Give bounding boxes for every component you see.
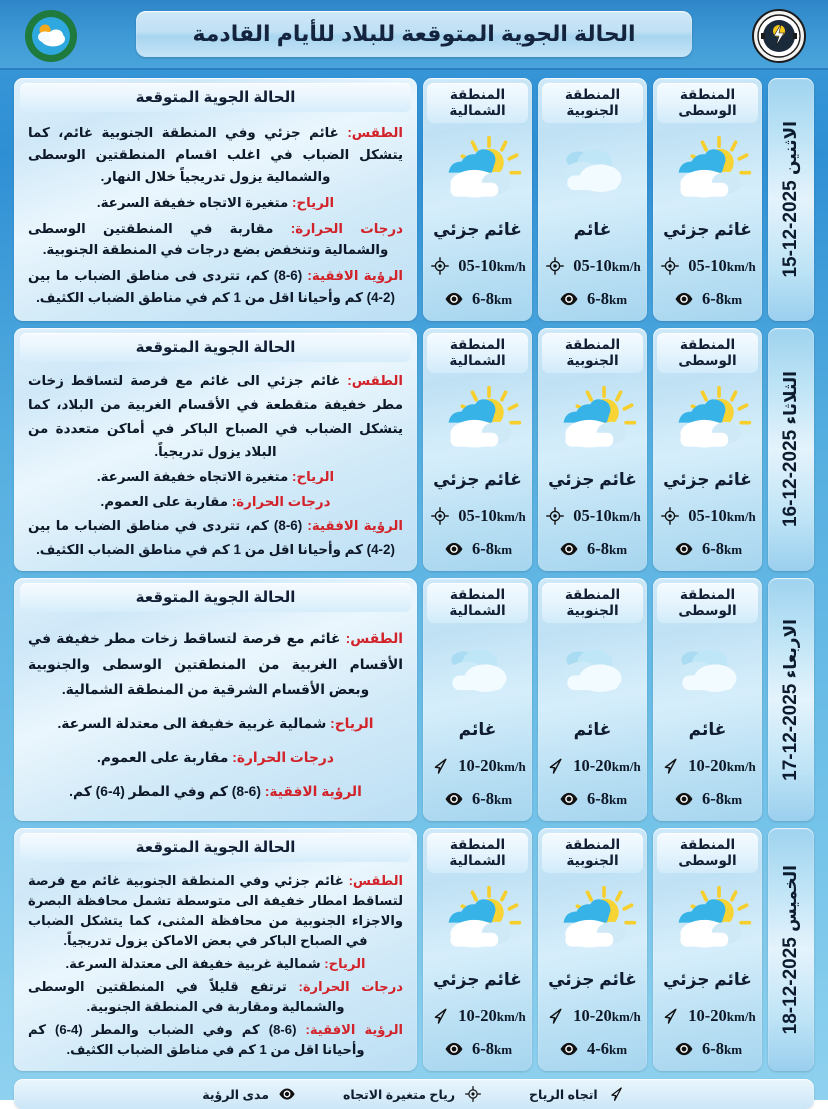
day-name: الخميس <box>781 864 800 932</box>
wind-metric <box>657 249 758 282</box>
day-date: 2025-12-17 <box>780 683 801 781</box>
wind-direction-icon <box>545 1006 565 1026</box>
variable-wind-icon <box>659 505 681 527</box>
partly-cloudy-icon <box>432 132 524 206</box>
visibility-eye-icon <box>674 1039 694 1059</box>
weather-icon <box>657 127 758 210</box>
wind-metric <box>657 749 758 782</box>
date-strip <box>768 578 814 821</box>
cloudy-icon <box>432 632 524 706</box>
weather-icon <box>427 127 528 210</box>
visibility-eye-icon <box>443 538 465 560</box>
wind-text: متغيرة الاتجاه خفيفة السرعة. <box>96 469 289 485</box>
wind-direction-icon <box>544 755 566 777</box>
meteorology-seal-logo <box>750 8 808 64</box>
temp-label: درجات الحرارة: <box>231 493 331 509</box>
condition-label: غائم جزئي <box>433 219 522 239</box>
visibility-text: (6-8) كم، تتردى فى مناطق الضباب ما بين (2-4) كم وأحيانا اقل من 1 كم في مناطق الضباب الكثيف. <box>28 268 395 305</box>
weather-icon <box>542 627 643 710</box>
wind-label: الرياح: <box>324 955 366 971</box>
region-card <box>538 328 647 571</box>
variable-wind-icon <box>430 256 450 276</box>
visibility-eye-icon <box>673 1038 695 1060</box>
date-text <box>780 865 802 1034</box>
visibility-metric <box>657 282 758 315</box>
forecast-body <box>20 362 411 565</box>
wind-label: الرياح: <box>292 194 335 210</box>
weather-icon <box>427 627 528 710</box>
condition-label: غائم جزئي <box>548 969 637 989</box>
day-date: 2025-12-15 <box>780 180 801 278</box>
partly-cloudy-icon <box>432 382 524 456</box>
temp-label: درجات الحرارة: <box>298 979 404 995</box>
region-name: المنطقة الشمالية <box>427 583 528 623</box>
wind-metric <box>542 749 643 782</box>
wind-metric <box>657 499 758 532</box>
wind-value: 10-20km/h <box>688 1005 756 1025</box>
variable-wind-icon <box>660 256 680 276</box>
condition-label: غائم جزئي <box>548 469 637 489</box>
forecast-panel <box>14 328 417 571</box>
weather-label: الطقس: <box>347 125 403 141</box>
visibility-metric <box>542 782 643 815</box>
cloudy-icon <box>547 632 639 706</box>
wind-direction-icon <box>430 1006 450 1026</box>
visibility-eye-icon <box>559 789 579 809</box>
weather-label: الطقس: <box>347 372 403 388</box>
visibility-value: 6-8km <box>471 788 513 808</box>
condition-label: غائم <box>573 219 612 239</box>
temp-label: درجات الحرارة: <box>290 220 403 236</box>
forecast-panel-title: الحالة الجوية المتوقعة <box>20 83 411 112</box>
weather-icon <box>427 877 528 960</box>
wind-value: 05-10km/h <box>688 255 756 275</box>
variable-wind-icon <box>464 1085 482 1103</box>
date-text <box>780 619 802 781</box>
wind-text: شمالية غربية خفيفة الى معتدلة السرعة. <box>65 955 321 971</box>
wind-direction-icon <box>607 1085 625 1103</box>
weather-icon <box>542 877 643 960</box>
wind-direction-icon <box>660 756 680 776</box>
forecast-visibility-line <box>28 779 403 805</box>
wind-direction-icon <box>606 1084 626 1104</box>
wind-value: 10-20km/h <box>573 1005 641 1025</box>
temp-label: درجات الحرارة: <box>232 750 334 766</box>
wind-metric <box>542 999 643 1032</box>
wind-metric <box>427 749 528 782</box>
region-card <box>538 78 647 321</box>
visibility-label: الرؤية الافقية: <box>305 1021 403 1037</box>
region-card <box>653 78 762 321</box>
weather-badge-logo <box>22 8 80 64</box>
wind-direction-icon <box>544 1005 566 1027</box>
region-card <box>653 328 762 571</box>
weather-text: غائم مع فرصة لتساقط زخات مطر خفيفة في الأقسام الغربية من المنطقتين الوسطى والجنوبية وبعض الأقسام الشرقية من المنطقة الشمالية. <box>28 631 403 698</box>
legend-item <box>202 1084 297 1104</box>
weather-label: الطقس: <box>345 631 403 647</box>
legend-bar <box>14 1079 814 1109</box>
forecast-visibility-line <box>28 265 403 308</box>
wind-direction-icon <box>429 1005 451 1027</box>
wind-value: 05-10km/h <box>458 505 526 525</box>
wind-metric <box>542 499 643 532</box>
visibility-value: 6-8km <box>701 538 743 558</box>
region-name: المنطقة الجنوبية <box>542 83 643 123</box>
region-name: المنطقة الوسطى <box>657 83 758 123</box>
wind-metric <box>427 249 528 282</box>
legend-item <box>529 1084 626 1104</box>
weather-text: غائم جزئي وفي المنطقة الجنوبية غائم مع فرصة لتساقط امطار خفيفة الى متوسطة تشمل محافظة البصرة والاجزاء الجنوبية من محافظة المثنى، كما يتشكل الضباب في الصباح الباكر في بعض الاماكن يزول تدريجياً. <box>28 873 403 948</box>
wind-direction-icon <box>545 756 565 776</box>
wind-direction-icon <box>429 755 451 777</box>
wind-direction-icon <box>659 1005 681 1027</box>
wind-direction-icon <box>660 1006 680 1026</box>
weather-icon <box>542 127 643 210</box>
forecast-panel <box>14 578 417 821</box>
forecast-weather-line <box>28 871 403 951</box>
weather-icon <box>657 877 758 960</box>
region-name: المنطقة الشمالية <box>427 333 528 373</box>
visibility-metric <box>542 1032 643 1065</box>
temp-text: مقاربة على العموم. <box>97 750 229 766</box>
visibility-eye-icon <box>673 538 695 560</box>
cloudy-icon <box>662 632 754 706</box>
visibility-metric <box>542 282 643 315</box>
visibility-eye-icon <box>558 1038 580 1060</box>
visibility-metric <box>427 532 528 565</box>
cloudy-icon <box>547 132 639 206</box>
visibility-eye-icon <box>278 1085 296 1103</box>
region-card <box>423 828 532 1071</box>
region-name: المنطقة الوسطى <box>657 833 758 873</box>
visibility-eye-icon <box>673 288 695 310</box>
visibility-text: (6-8) كم، تتردى في مناطق الضباب ما بين (2-4) كم وأحيانا اقل من 1 كم في مناطق الضباب الكثيف. <box>28 518 395 558</box>
visibility-metric <box>657 1032 758 1065</box>
visibility-value: 6-8km <box>701 788 743 808</box>
region-card <box>653 828 762 1071</box>
wind-metric <box>427 999 528 1032</box>
wind-text: شمالية غربية خفيفة الى معتدلة السرعة. <box>57 716 327 732</box>
visibility-value: 6-8km <box>471 538 513 558</box>
day-date: 2025-12-18 <box>780 936 801 1035</box>
date-strip <box>768 828 814 1071</box>
wind-text: متغيرة الاتجاه خفيفة السرعة. <box>96 194 289 210</box>
visibility-eye-icon <box>558 538 580 560</box>
weather-text: غائم جزئي الى غائم مع فرصة لتساقط زخات مطر خفيفة متقطعة في الأقسام الغربية من البلاد، كما يتشكل الضباب في الصباح الباكر في أماكن متعددة من البلاد يزول تدريجياً. <box>28 372 403 460</box>
visibility-eye-icon <box>277 1084 297 1104</box>
forecast-panel-title: الحالة الجوية المتوقعة <box>20 333 411 362</box>
wind-value: 10-20km/h <box>458 1005 526 1025</box>
date-text <box>780 121 802 278</box>
visibility-metric <box>657 782 758 815</box>
condition-label: غائم جزئي <box>433 969 522 989</box>
visibility-eye-icon <box>443 788 465 810</box>
date-text <box>780 371 802 527</box>
wind-value: 10-20km/h <box>573 755 641 775</box>
forecast-weather-line <box>28 122 403 187</box>
visibility-metric <box>657 532 758 565</box>
weather-text: غائم جزئي وفي المنطقة الجنوبية غائم، كما يتشكل الضباب في اغلب اقسام المنطقتين الوسطى والشمالية يزول تدريجياً خلال النهار. <box>28 125 403 184</box>
region-card <box>538 578 647 821</box>
visibility-label: الرؤية الافقية: <box>264 784 362 800</box>
variable-wind-icon <box>430 506 450 526</box>
forecast-body <box>20 112 411 315</box>
visibility-eye-icon <box>443 288 465 310</box>
visibility-eye-icon <box>559 289 579 309</box>
weather-icon <box>542 377 643 460</box>
region-card <box>423 578 532 821</box>
forecast-temp-line <box>28 745 403 771</box>
forecast-weather-line <box>28 369 403 464</box>
day-name: الثلاثاء <box>781 371 800 425</box>
forecast-panel <box>14 828 417 1071</box>
day-row <box>14 78 814 321</box>
visibility-eye-icon <box>444 1039 464 1059</box>
temp-text: مقاربة على العموم. <box>100 493 229 509</box>
partly-cloudy-icon <box>432 882 524 956</box>
visibility-metric <box>427 782 528 815</box>
variable-wind-icon <box>659 255 681 277</box>
legend-label: مدى الرؤية <box>202 1087 269 1102</box>
legend-label: اتجاه الرياح <box>529 1087 598 1102</box>
variable-wind-icon <box>545 506 565 526</box>
variable-wind-icon <box>544 505 566 527</box>
visibility-eye-icon <box>674 289 694 309</box>
visibility-value: 6-8km <box>586 788 628 808</box>
forecast-body <box>20 862 411 1065</box>
region-card <box>423 78 532 321</box>
weather-icon <box>657 627 758 710</box>
visibility-eye-icon <box>674 789 694 809</box>
forecast-rows <box>0 70 828 1071</box>
day-row <box>14 328 814 571</box>
forecast-panel-title: الحالة الجوية المتوقعة <box>20 583 411 612</box>
visibility-eye-icon <box>443 1038 465 1060</box>
condition-label: غائم <box>458 719 497 739</box>
day-row <box>14 578 814 821</box>
visibility-value: 6-8km <box>701 1038 743 1058</box>
forecast-panel-title: الحالة الجوية المتوقعة <box>20 833 411 862</box>
region-name: المنطقة الشمالية <box>427 83 528 123</box>
wind-metric <box>657 999 758 1032</box>
wind-direction-icon <box>659 755 681 777</box>
page-header <box>0 0 828 70</box>
day-name: الاثنين <box>781 121 800 176</box>
visibility-text: (6-8) كم وفي المطر (4-6) كم. <box>69 784 261 800</box>
legend-item <box>343 1084 483 1104</box>
date-strip <box>768 78 814 321</box>
visibility-eye-icon <box>559 539 579 559</box>
visibility-text: (6-8) كم وفي الضباب والمطر (4-6) كم وأحيانا اقل من 1 كم في مناطق الضباب الكثيف. <box>28 1021 365 1057</box>
partly-cloudy-icon <box>547 382 639 456</box>
wind-label: الرياح: <box>330 716 374 732</box>
forecast-wind-line <box>28 711 403 737</box>
temp-text: ترتفع قليلاً في المنطقتين الوسطى والشمالية ومقاربة في المنطقة الجنوبية. <box>28 979 345 1014</box>
visibility-eye-icon <box>444 789 464 809</box>
visibility-eye-icon <box>558 788 580 810</box>
wind-value: 05-10km/h <box>688 505 756 525</box>
region-card <box>423 328 532 571</box>
wind-value: 05-10km/h <box>573 505 641 525</box>
forecast-temp-line <box>28 218 403 261</box>
day-date: 2025-12-16 <box>780 430 801 528</box>
region-name: المنطقة الجنوبية <box>542 333 643 373</box>
forecast-panel <box>14 78 417 321</box>
condition-label: غائم جزئي <box>433 469 522 489</box>
variable-wind-icon <box>544 255 566 277</box>
variable-wind-icon <box>429 255 451 277</box>
forecast-wind-line <box>28 954 403 974</box>
day-name: الاربعاء <box>781 618 800 678</box>
region-name: المنطقة الجنوبية <box>542 833 643 873</box>
weather-icon <box>657 377 758 460</box>
visibility-eye-icon <box>559 1039 579 1059</box>
legend-label: رياح متغيرة الاتجاه <box>342 1087 456 1102</box>
forecast-body <box>20 612 411 815</box>
condition-label: غائم جزئي <box>663 969 752 989</box>
wind-value: 10-20km/h <box>688 755 756 775</box>
visibility-label: الرؤية الافقية: <box>307 518 403 534</box>
visibility-metric <box>427 1032 528 1065</box>
wind-value: 10-20km/h <box>458 755 526 775</box>
date-strip <box>768 328 814 571</box>
region-name: المنطقة الوسطى <box>657 583 758 623</box>
page-title: الحالة الجوية المتوقعة للبلاد للأيام القادمة <box>192 21 636 46</box>
condition-label: غائم <box>688 719 727 739</box>
condition-label: غائم جزئي <box>663 219 752 239</box>
visibility-metric <box>542 532 643 565</box>
visibility-eye-icon <box>673 788 695 810</box>
condition-label: غائم <box>573 719 612 739</box>
forecast-temp-line <box>28 490 403 514</box>
wind-metric <box>427 499 528 532</box>
weather-icon <box>427 377 528 460</box>
visibility-value: 6-8km <box>586 288 628 308</box>
visibility-value: 6-8km <box>586 538 628 558</box>
wind-value: 05-10km/h <box>573 255 641 275</box>
visibility-value: 4-6km <box>586 1038 628 1058</box>
partly-cloudy-icon <box>662 382 754 456</box>
region-name: المنطقة الوسطى <box>657 333 758 373</box>
wind-metric <box>542 249 643 282</box>
forecast-wind-line <box>28 465 403 489</box>
forecast-wind-line <box>28 192 403 214</box>
visibility-metric <box>427 282 528 315</box>
visibility-eye-icon <box>444 289 464 309</box>
temp-text: مقاربة في المنطقتين الوسطى والشمالية وتنخفض بضع درجات في المنطقة الجنوبية. <box>28 220 389 258</box>
region-card <box>538 828 647 1071</box>
partly-cloudy-icon <box>662 882 754 956</box>
wind-direction-icon <box>430 756 450 776</box>
visibility-eye-icon <box>444 539 464 559</box>
visibility-value: 6-8km <box>701 288 743 308</box>
partly-cloudy-icon <box>547 882 639 956</box>
variable-wind-icon <box>545 256 565 276</box>
visibility-value: 6-8km <box>471 288 513 308</box>
page-title-bar <box>136 11 692 57</box>
variable-wind-icon <box>463 1084 483 1104</box>
visibility-eye-icon <box>558 288 580 310</box>
visibility-eye-icon <box>674 539 694 559</box>
wind-value: 05-10km/h <box>458 255 526 275</box>
day-row <box>14 828 814 1071</box>
variable-wind-icon <box>660 506 680 526</box>
wind-label: الرياح: <box>292 469 335 485</box>
variable-wind-icon <box>429 505 451 527</box>
visibility-label: الرؤية الافقية: <box>307 268 403 284</box>
region-name: المنطقة الشمالية <box>427 833 528 873</box>
weather-label: الطقس: <box>348 873 404 889</box>
region-card <box>653 578 762 821</box>
forecast-visibility-line <box>28 514 403 562</box>
forecast-weather-line <box>28 626 403 703</box>
region-name: المنطقة الجنوبية <box>542 583 643 623</box>
condition-label: غائم جزئي <box>663 469 752 489</box>
visibility-value: 6-8km <box>471 1038 513 1058</box>
forecast-visibility-line <box>28 1020 403 1060</box>
forecast-temp-line <box>28 977 403 1017</box>
partly-cloudy-icon <box>662 132 754 206</box>
